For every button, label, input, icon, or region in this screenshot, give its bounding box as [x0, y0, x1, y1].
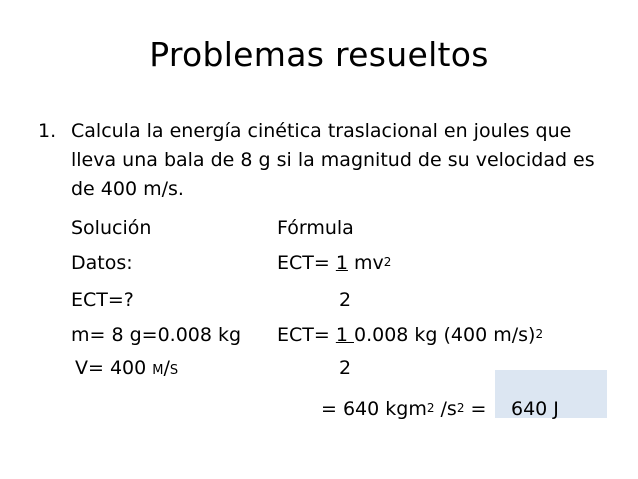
result-equals: =	[464, 398, 487, 420]
answer-value: 640 J	[511, 398, 559, 420]
velocity-symbol: V	[75, 357, 88, 379]
formula-exponent: 2	[383, 255, 392, 269]
formula-heading: Fórmula	[277, 217, 354, 239]
formula-line	[277, 251, 391, 277]
formula-numerator: 1	[335, 252, 348, 274]
datos-label: Datos:	[71, 252, 133, 274]
formula-denominator: 2	[339, 289, 352, 311]
slide-title: Problemas resueltos	[149, 35, 489, 74]
result-seconds: /s	[434, 398, 457, 420]
result-exponent-2: 2	[456, 401, 465, 415]
formula-ect-label: ECT=	[277, 252, 336, 274]
substitution-numerator: 1	[335, 324, 354, 346]
ect-unknown: ECT=?	[71, 289, 134, 311]
substitution-denominator: 2	[339, 357, 352, 379]
result-value: = 640 kgm	[321, 398, 427, 420]
solution-heading: Solución	[71, 217, 152, 239]
substitution-values: 0.008 kg (400 m/s)	[353, 324, 536, 346]
substitution-ect-label: ECT=	[277, 324, 336, 346]
velocity-equals: = 400	[88, 357, 153, 379]
velocity-unit: m/s	[152, 357, 179, 379]
formula-mv: mv	[347, 252, 384, 274]
velocity-value	[75, 356, 178, 380]
problem-number: 1.	[38, 120, 57, 142]
problem-text: Calcula la energía cinética traslacional en joules que lleva una bala de 8 g si la magnitud de su velocidad es de 400 m/s.	[71, 120, 595, 200]
mass-value: m= 8 g=0.008 kg	[71, 324, 242, 346]
result-exponent-1: 2	[426, 401, 435, 415]
substitution-exponent: 2	[535, 327, 544, 341]
substitution-line	[277, 323, 543, 349]
result-line	[321, 397, 486, 423]
